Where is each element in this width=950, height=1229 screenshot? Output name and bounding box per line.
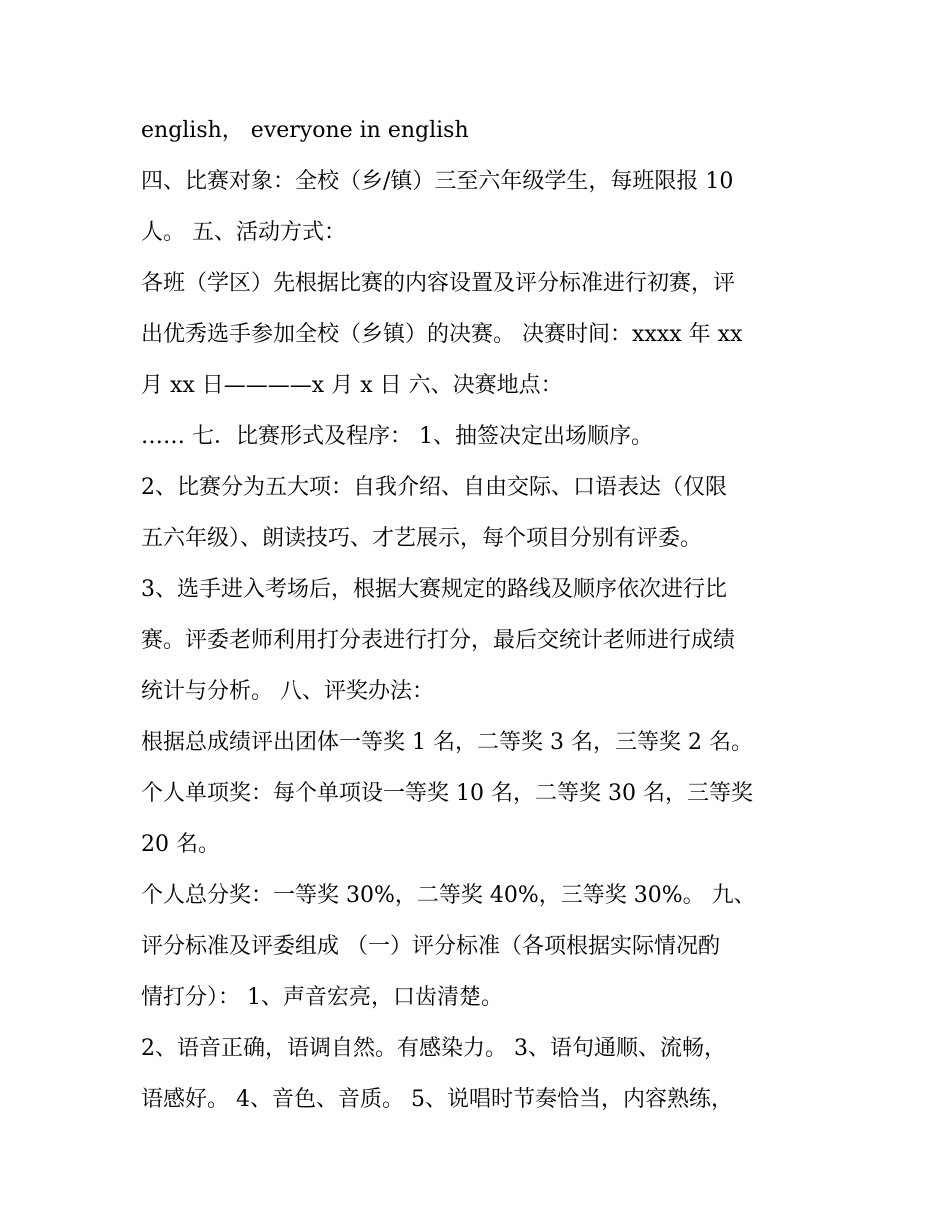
text-line: 月 xx 日————x 月 x 日 六、决赛地点： [141,373,563,398]
text-line: 评分标准及评委组成 （一）评分标准（各项根据实际情况酌 [141,934,720,959]
text-line: 2、比赛分为五大项：自我介绍、自由交际、口语表达（仅限 [141,475,727,500]
text-line: 3、选手进入考场后，根据大赛规定的路线及顺序依次进行比 [141,577,727,602]
text-line: 四、比赛对象：全校（乡/镇）三至六年级学生，每班限报 10 [141,169,734,194]
text-line: 各班（学区）先根据比赛的内容设置及评分标准进行初赛，评 [141,271,736,296]
text-line: 出优秀选手参加全校（乡镇）的决赛。 决赛时间：xxxx 年 xx [141,322,743,347]
text-line: 个人总分奖：一等奖 30%，二等奖 40%，三等奖 30%。 九、 [141,883,756,908]
text-line: 人。 五、活动方式： [141,220,346,245]
text-line: 20 名。 [141,832,220,857]
text-line: 个人单项奖：每个单项设一等奖 10 名，二等奖 30 名，三等奖 [141,781,753,806]
text-line: 语感好。 4、音色、音质。 5、说唱时节奏恰当，内容熟练， [141,1087,733,1112]
text-line: 情打分）： 1、声音宏亮，口齿清楚。 [141,985,503,1010]
text-line: english， everyone in english [141,118,469,143]
document-body [141,109,821,1129]
text-line: 2、语音正确，语调自然。有感染力。 3、语句通顺、流畅， [141,1036,726,1061]
text-line: 统计与分析。 八、评奖办法： [141,679,434,704]
text-line: 根据总成绩评出团体一等奖 1 名，二等奖 3 名，三等奖 2 名。 [141,730,753,755]
text-line: 赛。评委老师利用打分表进行打分，最后交统计老师进行成绩 [141,628,736,653]
text-line: 五六年级）、朗读技巧、才艺展示，每个项目分别有评委。 [141,526,703,551]
text-line: …… 七．比赛形式及程序： 1、抽签决定出场顺序。 [141,424,653,449]
